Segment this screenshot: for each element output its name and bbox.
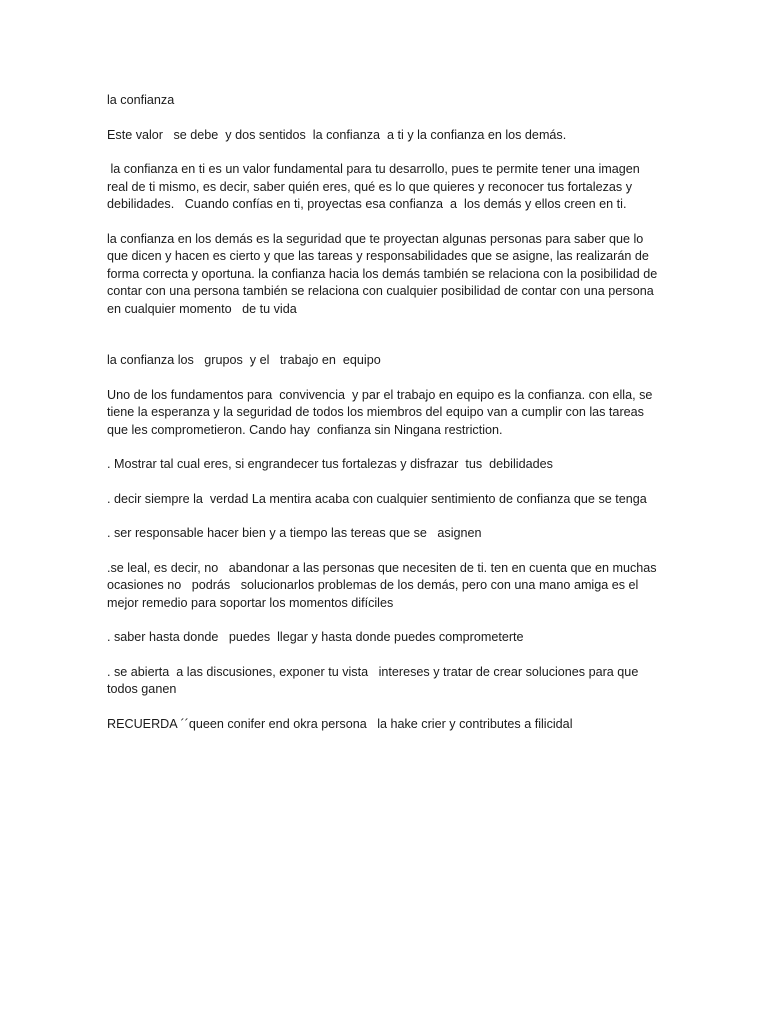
teamwork-paragraph: Uno de los fundamentos para convivencia y par el trabajo en equipo es la confianza. con ella, se tiene la esperanza y la seguridad de todos los miembros del equipo van a cumplir con las tareas que les comprometieron. Cando hay confianza sin Ningana restriction.: [107, 387, 656, 437]
intro-paragraph: Este valor se debe y dos sentidos la confianza a ti y la confianza en los demás.: [107, 127, 567, 142]
trust-in-others-paragraph: la confianza en los demás es la seguridad que te proyectan algunas personas para saber que lo que dicen y hacen es cierto y que las tareas y responsabilidades que se asigne, las realizarán de forma correcta y oportuna. la confianza hacia los demás también se relaciona con la posibilidad de contar con una persona también se relaciona con cualquier posibilidad de contar con una persona en cualquier momento de tu vida: [107, 231, 661, 316]
list-item: . Mostrar tal cual eres, si engrandecer tus fortalezas y disfrazar tus debilidades: [107, 457, 553, 471]
document-body: [107, 92, 663, 750]
self-confidence-paragraph: la confianza en ti es un valor fundamental para tu desarrollo, pues te permite tener una imagen real de ti mismo, es decir, saber quién eres, qué es lo que quieres y reconocer tus fortalezas y debilidades. Cuando confías en ti, proyectas esa confianza a los demás y ellos creen en ti.: [107, 162, 644, 211]
list-item: . decir siempre la verdad La mentira acaba con cualquier sentimiento de confianza que se tenga: [107, 491, 647, 506]
list-item: .se leal, es decir, no abandonar a las personas que necesiten de ti. ten en cuenta que en muchas ocasiones no podrás solucionarlos problemas de los demás, pero con una mano amiga es el mejor remedio para soportar los momentos difíciles: [107, 560, 661, 610]
list-item: . saber hasta donde puedes llegar y hasta donde puedes comprometerte: [107, 630, 524, 644]
list-item: . se abierta a las discusiones, exponer tu vista intereses y tratar de crear soluciones para que todos ganen: [107, 664, 642, 696]
document-title: la confianza: [107, 93, 175, 107]
list-item: . ser responsable hacer bien y a tiempo las tereas que se asignen: [107, 526, 482, 540]
closing-remark: RECUERDA ´´queen conifer end okra persona la hake crier y contributes a filicidal: [107, 716, 573, 731]
section-heading: la confianza los grupos y el trabajo en equipo: [107, 353, 381, 367]
